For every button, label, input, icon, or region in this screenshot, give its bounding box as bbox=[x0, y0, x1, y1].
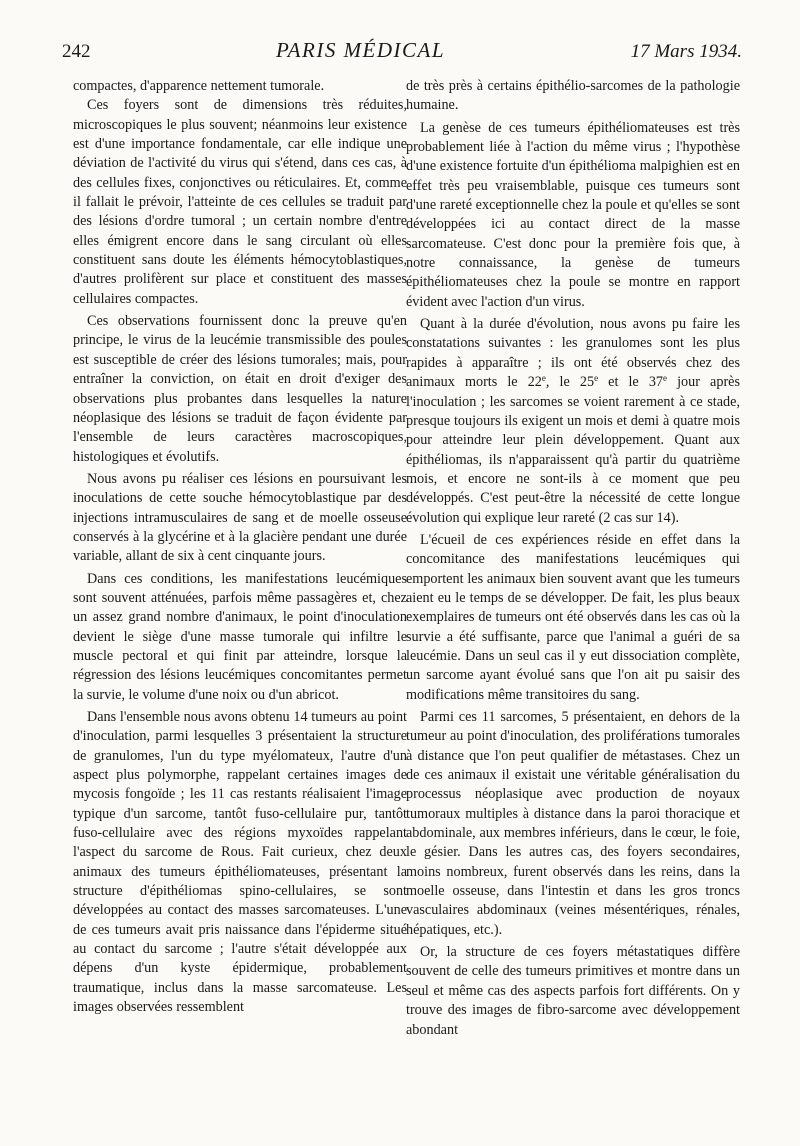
text-run: et le 37 bbox=[598, 374, 664, 391]
right-column bbox=[406, 77, 740, 1040]
paragraph: Or, la structure de ces foyers métastatiques diffère souvent de celle des tumeurs primitives et montre dans un seul et même cas des aspects parfois fort différents. On y trouve des images de fibro-sarcome avec développement abondant bbox=[406, 944, 740, 1038]
left-column bbox=[73, 77, 407, 1018]
paragraph: L'écueil de ces expériences réside en effet dans la concomitance des manifestations leucémiques qui emportent les animaux bien souvent avant que les tumeurs aient eu le temps de se développer. De fait, les plus beaux exemplaires de tumeurs ont été observés dans les cas où la survie a été suffisante, parce que l'animal a guéri de sa leucémie. Dans un seul cas il y eut dissociation complète, un sarcome ayant évolué sans que l'on ait pu saisir des modifications même transitoires du sang. bbox=[406, 531, 740, 703]
ordinal-superscript: e bbox=[541, 373, 546, 384]
paragraph: Dans ces conditions, les manifestations leucémiques sont souvent atténuées, parfois même passagères et, chez un assez grand nombre d'animaux, le point d'inoculation devient le siège d'une masse tumorale qui infiltre le muscle pectoral et qui finit par atteindre, lorsque la régression des lésions leucémiques concomitantes permet la survie, le volume d'une noix ou d'un abricot. bbox=[73, 570, 407, 703]
paragraph: Nous avons pu réaliser ces lésions en poursuivant les inoculations de cette souche hémocytoblastique par des injections intramusculaires de sang et de moelle osseuse conservés à la glycérine et à la glacière pendant une durée variable, allant de six à cent cinquante jours. bbox=[73, 470, 407, 565]
journal-title: PARIS MÉDICAL bbox=[276, 38, 446, 62]
paragraph: de très près à certains épithélio-sarcomes de la pathologie humaine. bbox=[406, 78, 740, 114]
paragraph: Ces foyers sont de dimensions très réduites, microscopiques le plus souvent; néanmoins leur existence est d'une importance fondamentale, car elle indique une déviation de l'activité du virus qui s'étend, dans ces cas, à des cellules fixes, conjonctives ou réticulaires. Et, comme il fallait le prévoir, l'atteinte de ces cellules se traduit par des lésions d'ordre tumoral ; un certain nombre d'entre elles émigrent encore dans le sang circulant où elles constituent sans doute les éléments hémocytoblastiques, d'autres prolifèrent sur place et constituent des masses cellulaires compactes. bbox=[73, 97, 407, 307]
paragraph: Parmi ces 11 sarcomes, 5 présentaient, en dehors de la tumeur au point d'inoculation, des proliférations tumorales à distance que l'on peut qualifier de métastases. Chez un de ces animaux il existait une véritable généralisation du processus néoplasique avec production de noyaux tumoraux multiples à distance dans la paroi thoracique et abdominale, aux membres inférieurs, dans le cœur, le foie, le gésier. Dans les autres cas, des foyers secondaires, moins nombreux, furent observés dans les reins, dans la moelle osseuse, dans l'intestin et dans les gros troncs vasculaires abdominaux (veines mésentériques, rénales, hépatiques, etc.). bbox=[406, 709, 740, 938]
paragraph: compactes, d'apparence nettement tumorale. bbox=[73, 78, 325, 94]
page-header bbox=[62, 38, 742, 68]
ordinal-superscript: e bbox=[663, 373, 668, 384]
paragraph: Ces observations fournissent donc la preuve qu'en principe, le virus de la leucémie transmissible des poules est susceptible de créer des lésions tumorales; mais, pour entraîner la conviction, on était en droit d'exiger des observations plus probantes dans lesquelles la nature néoplasique des lésions se traduit de façon évidente par l'ensemble de leurs caractères macroscopiques, histologiques et évolutifs. bbox=[73, 313, 407, 465]
text-run: Quant à la durée d'évolution, nous avons pu faire les constatations suivantes : les granulomes sont les plus rapides à apparaître ; ils ont été observés chez des animaux morts le 22 bbox=[406, 316, 740, 391]
ordinal-superscript: e bbox=[594, 373, 599, 384]
issue-date: 17 Mars 1934. bbox=[630, 41, 742, 62]
page-number: 242 bbox=[62, 41, 91, 62]
text-run: jour après l'inoculation ; les sarcomes se voient rarement à ce stade, presque toujours ils exigent un mois et demi à quatre mois pour atteindre leur plein développement. Quant aux épithéliomas, ils n'apparaissent qu'à partir du quatrième mois, et encore ne sont-ils à ce moment que peu développés. C'est peut-être la nécessité de cette longue évolution qui explique leur rareté (2 cas sur 14). bbox=[406, 374, 740, 526]
paragraph-duration bbox=[406, 315, 740, 528]
text-run: , le 25 bbox=[545, 374, 595, 391]
paragraph: Dans l'ensemble nous avons obtenu 14 tumeurs au point d'inoculation, parmi lesquelles 3 présentaient la structure de granulomes, l'un du type myélomateux, l'autre d'un aspect plus polymorphe, rappelant certaines images de mycosis fongoïde ; les 11 cas restants réalisaient l'image typique d'un sarcome, tantôt fuso-cellulaire pur, tantôt fuso-cellulaire avec des régions myxoïdes rappelant l'aspect du sarcome de Rous. Fait curieux, chez deux animaux des tumeurs épithéliomateuses, présentant la structure d'épithéliomas spino-cellulaires, se sont développées au contact des masses sarcomateuses. L'une de ces tumeurs avait pris naissance dans l'épiderme situé au contact du sarcome ; l'autre s'était développée aux dépens d'un kyste épidermique, probablement traumatique, inclus dans la masse sarcomateuse. Les images observées ressemblent bbox=[73, 709, 407, 1016]
paragraph: La genèse de ces tumeurs épithéliomateuses est très probablement liée à l'action du même virus ; l'hypothèse d'une existence fortuite d'un épithélioma malpighien est en effet très peu vraisemblable, puisque ces tumeurs sont d'une rareté exceptionnelle chez la poule et qu'elles se sont développées ici au contact direct de la masse sarcomateuse. C'est donc pour la première fois que, à notre connaissance, la genèse de tumeurs épithéliomateuses chez la poule se montre en rapport évident avec l'action d'un virus. bbox=[406, 119, 740, 310]
